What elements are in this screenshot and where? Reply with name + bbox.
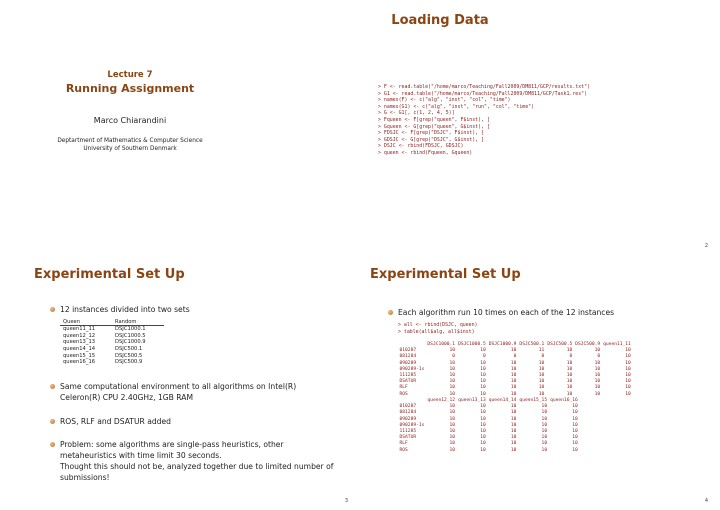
table-row	[60, 352, 164, 359]
code-line: > FDSJC <- F[grep("DSJC", F$inst), ]	[378, 130, 484, 137]
table-cell: 10	[541, 410, 548, 416]
bullet-environment: Same computational environment to all algorithms on Intel(R) Celeron(R) CPU 2.40GHz, 1GB RAM	[60, 381, 296, 403]
table-cell: DSJC1000.5	[115, 332, 146, 339]
table-cell: 10	[541, 429, 548, 435]
table-cell: 10	[541, 422, 548, 428]
loading-data-slide	[360, 0, 720, 255]
column-header: DSJC1000.1	[427, 342, 456, 347]
r-code-block	[378, 84, 590, 157]
row-label: 090289	[399, 360, 417, 366]
table-cell: 10	[572, 416, 578, 422]
code-line: > all <- rbind(DSJC, queen)	[398, 322, 478, 328]
table-row	[60, 359, 164, 366]
table-cell: 10	[510, 379, 517, 385]
code-line: > names(G1) <- c("alg", "inst", "run", "col", "time")	[378, 103, 535, 110]
table-cell: 10	[625, 385, 631, 391]
table-cell: 10	[480, 441, 486, 447]
table-cell: 10	[510, 385, 517, 391]
title-slide	[0, 0, 360, 255]
table-cell: 10	[625, 366, 631, 372]
page-number: 2	[704, 243, 708, 249]
table-cell: DSJC500.5	[115, 352, 143, 359]
table-cell: 10	[510, 373, 517, 379]
column-header: DSJC500.1	[519, 342, 545, 347]
row-label: 111285	[399, 429, 417, 435]
table-cell: 10	[538, 379, 545, 385]
table-cell: 10	[480, 435, 486, 441]
table-cell: 10	[510, 366, 517, 372]
table-cell: queen14_14	[63, 346, 96, 353]
row-label: 081284	[399, 410, 417, 416]
table-cell: 10	[480, 360, 486, 366]
row-label: 111285	[399, 373, 417, 379]
table-cell: DSJC500.9	[115, 359, 143, 366]
table-cell: 10	[572, 429, 578, 435]
column-header: queen15_15	[519, 398, 548, 403]
row-label: 090289	[399, 416, 417, 422]
bullet-icon	[50, 307, 55, 312]
table-row	[398, 448, 579, 454]
author-name: Marco Chiarandini	[93, 116, 167, 125]
bullet-instances: 12 instances divided into two sets	[60, 304, 190, 315]
row-label: RLF	[399, 385, 408, 391]
code-line: > DSJC <- rbind(FDSJC, GDSJC)	[378, 143, 464, 150]
page-number: 4	[704, 498, 708, 504]
table-cell: 10	[541, 441, 548, 447]
table-cell: 10	[510, 348, 517, 354]
table-row	[60, 339, 164, 346]
table-cell: 10	[449, 429, 456, 435]
table-cell: 0	[513, 354, 517, 360]
table-cell: 10	[566, 379, 573, 385]
runs-table-1	[398, 342, 632, 398]
table-cell: 10	[480, 379, 486, 385]
experimental-setup-slide	[0, 255, 360, 510]
table-cell: 10	[480, 404, 486, 410]
table-cell: 10	[625, 391, 631, 397]
table-cell: 10	[538, 360, 545, 366]
row-label: DSATUR	[399, 435, 417, 441]
table-cell: 10	[541, 447, 548, 453]
row-label: 090289-1s	[399, 366, 425, 372]
experimental-setup-runs-slide	[360, 255, 720, 510]
table-cell: 10	[510, 360, 517, 366]
table-cell: 10	[572, 404, 578, 410]
table-cell: 0	[541, 354, 545, 360]
table-cell: 10	[594, 385, 601, 391]
table-cell: 10	[625, 360, 631, 366]
column-header: Random	[112, 318, 164, 326]
column-header: queen12_12	[427, 398, 456, 403]
table-cell: 0	[597, 354, 601, 360]
table-cell: 10	[566, 366, 573, 372]
table-cell: DSJC500.1	[115, 346, 143, 353]
bullet-icon	[50, 419, 55, 424]
table-cell: queen15_15	[63, 352, 96, 359]
table-cell: 10	[541, 435, 548, 441]
lecture-number: Lecture 7	[107, 70, 153, 80]
table-cell: 10	[538, 391, 545, 397]
table-cell: 10	[480, 373, 486, 379]
table-cell: 0	[569, 354, 573, 360]
table-cell: 10	[510, 404, 517, 410]
table-cell: 10	[449, 348, 456, 354]
row-label: 010287	[399, 404, 417, 410]
university-name: University of Southern Denmark	[83, 146, 177, 152]
table-cell: 10	[625, 348, 631, 354]
row-label: 010287	[399, 348, 417, 354]
table-cell: 10	[538, 373, 545, 379]
table-cell: 10	[625, 379, 631, 385]
code-line: > queen <- rbind(Fqueen, Gqueen)	[378, 149, 473, 156]
table-cell: 10	[594, 373, 601, 379]
table-cell: 10	[510, 416, 517, 422]
table-cell: DSJC1000.1	[115, 326, 146, 333]
table-cell: 10	[594, 360, 601, 366]
table-cell: 11	[538, 348, 545, 354]
lecture-title: Running Assignment	[65, 82, 195, 95]
table-cell: 10	[594, 391, 601, 397]
table-cell: 10	[449, 422, 456, 428]
table-cell: 10	[449, 379, 456, 385]
row-label: DSATUR	[399, 379, 417, 385]
bullet-runs: Each algorithm run 10 times on each of the 12 instances	[398, 307, 614, 318]
bullet-icon	[50, 384, 55, 389]
code-line: > names(F) <- c("alg", "inst", "col", "time")	[378, 97, 511, 104]
table-row	[398, 392, 632, 398]
code-line: > table(all$alg, all$inst)	[398, 328, 475, 335]
table-cell: 10	[480, 416, 486, 422]
table-cell: queen11_11	[63, 326, 96, 333]
table-cell: queen12_12	[63, 332, 96, 339]
table-cell: 0	[452, 354, 456, 360]
table-cell: 10	[449, 435, 456, 441]
table-cell: 10	[449, 404, 456, 410]
table-row	[60, 333, 164, 340]
code-line: > GDSJC <- G[grep("DSJC", G$inst), ]	[378, 136, 484, 143]
table-cell: 10	[572, 410, 578, 416]
bullet-icon	[50, 442, 55, 447]
runs-table-2	[398, 398, 579, 454]
slide-title: Experimental Set Up	[34, 267, 185, 282]
table-cell: 10	[449, 447, 456, 453]
table-cell: 10	[625, 373, 631, 379]
row-label: ROS	[399, 447, 408, 453]
table-cell: 10	[480, 422, 486, 428]
column-header: DSJC500.5	[547, 342, 573, 347]
table-cell: 10	[510, 422, 517, 428]
table-cell: 10	[566, 348, 573, 354]
bullet-icon	[388, 310, 393, 315]
table-cell: 10	[572, 422, 578, 428]
table-cell: 10	[480, 385, 486, 391]
row-label: ROS	[399, 391, 408, 397]
table-cell: 10	[566, 391, 573, 397]
column-header: DSJC500.9	[575, 342, 601, 347]
table-cell: 10	[625, 354, 631, 360]
r-code-block	[398, 322, 478, 335]
table-cell: 10	[449, 410, 456, 416]
table-cell: 10	[510, 429, 517, 435]
column-header: queen16_16	[550, 398, 578, 403]
column-header: queen13_13	[458, 398, 486, 403]
table-cell: 10	[449, 441, 456, 447]
table-cell: 10	[510, 447, 517, 453]
table-cell: 0	[482, 354, 486, 360]
table-cell: 10	[480, 391, 486, 397]
table-cell: queen13_13	[63, 339, 96, 346]
table-cell: 10	[449, 366, 456, 372]
page-number: 3	[344, 498, 348, 504]
table-cell: 10	[449, 416, 456, 422]
column-header: queen11_11	[603, 342, 631, 347]
table-cell: 10	[594, 379, 601, 385]
table-cell: 10	[541, 404, 548, 410]
code-line: > Gqueen <- G[grep("queen", G$inst), ]	[378, 123, 490, 130]
code-line: > G1 <- read.table("/home/marco/Teaching/Fall2009/DM811/GCP/Task1.res")	[378, 90, 588, 97]
table-row	[60, 346, 164, 353]
table-cell: queen16_16	[63, 359, 96, 366]
code-line: > Fqueen <- F[grep("queen", F$inst), ]	[378, 116, 490, 123]
column-header: queen14_14	[488, 398, 517, 403]
table-cell: 10	[510, 435, 517, 441]
instances-table	[60, 318, 164, 366]
table-cell: 10	[566, 360, 573, 366]
code-line: > G <- G1[, c(1, 2, 4, 5)]	[378, 110, 455, 117]
department-name: Deptartment of Mathematics & Computer Science	[57, 138, 203, 144]
column-header: Queen	[60, 318, 112, 326]
table-cell: 10	[594, 348, 601, 354]
table-cell: 10	[449, 360, 456, 366]
row-label: 081284	[399, 354, 417, 360]
table-cell: 10	[594, 366, 601, 372]
slide-title: Experimental Set Up	[370, 267, 521, 282]
table-cell: 10	[480, 348, 486, 354]
table-cell: 10	[449, 373, 456, 379]
slide-title: Loading Data	[391, 13, 489, 28]
table-cell: 10	[566, 373, 573, 379]
table-cell: 10	[538, 366, 545, 372]
table-cell: 10	[572, 447, 578, 453]
table-cell: 10	[480, 410, 486, 416]
column-header: DSJC1000.5	[458, 342, 486, 347]
table-cell: 10	[480, 429, 486, 435]
table-cell: 10	[510, 441, 517, 447]
row-label: 090289-1s	[399, 422, 425, 428]
table-cell: 10	[510, 410, 517, 416]
table-cell: 10	[572, 441, 578, 447]
table-cell: DSJC1000.9	[115, 339, 146, 346]
table-cell: 10	[449, 385, 456, 391]
table-cell: 10	[510, 391, 517, 397]
row-label: RLF	[399, 441, 408, 447]
bullet-added-algorithms: ROS, RLF and DSATUR added	[60, 416, 171, 427]
bullet-problem: Problem: some algorithms are single-pass heuristics, other metaheuristics with time limit 30 seconds. Thought this should not be, analyzed together due to limited number of submissions!	[60, 439, 333, 483]
table-cell: 10	[566, 385, 573, 391]
column-header: DSJC1000.9	[488, 342, 517, 347]
table-row	[60, 326, 164, 333]
table-cell: 10	[480, 366, 486, 372]
table-cell: 10	[541, 416, 548, 422]
table-cell: 10	[538, 385, 545, 391]
code-line: > F <- read.table("/home/marco/Teaching/Fall2009/DM811/GCP/results.txt")	[378, 84, 590, 90]
table-cell: 10	[572, 435, 578, 441]
table-cell: 10	[480, 447, 486, 453]
table-cell: 10	[449, 391, 456, 397]
